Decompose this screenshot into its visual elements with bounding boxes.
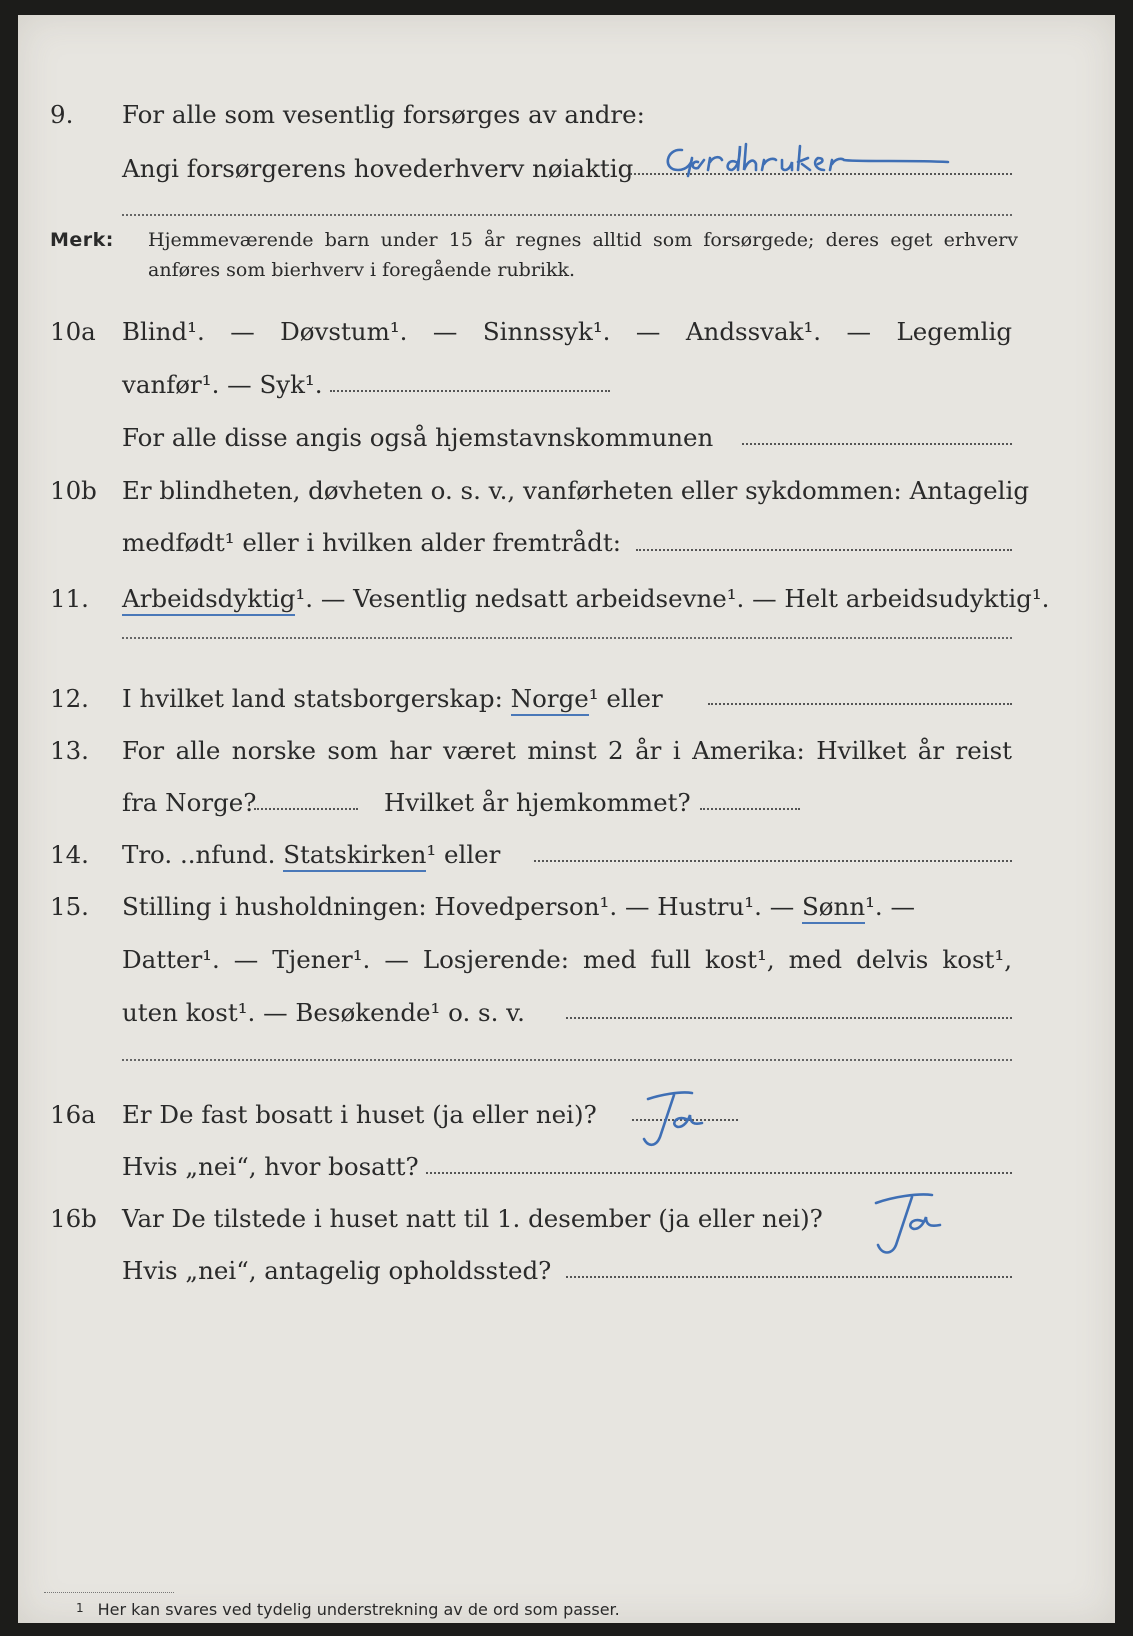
- q16a-handwritten-answer: [630, 1085, 730, 1155]
- q11-underlined-answer: Arbeidsdyktig: [122, 584, 295, 616]
- q16b-opholdssted-line: [566, 1276, 1012, 1278]
- q11-blank-line: [122, 637, 1012, 639]
- q16b-question-line2: Hvis „nei“, antagelig opholdssted?: [122, 1256, 552, 1285]
- q10b-answer-line: [636, 549, 1012, 551]
- q10a-row3: [18, 418, 1115, 458]
- q16a-number: 16a: [50, 1100, 96, 1129]
- q12-number: 12.: [50, 684, 89, 713]
- q12-question: [122, 679, 663, 719]
- q14-underlined-answer: Statskirken: [283, 840, 426, 872]
- q13-hjemkommet-label: Hvilket år hjemkommet?: [384, 788, 691, 817]
- q11-number: 11.: [50, 584, 89, 613]
- q16b-row2: [18, 1251, 1115, 1291]
- q14-question: [122, 835, 500, 875]
- q9-number: 9.: [50, 100, 74, 129]
- q16a-row1: [18, 1095, 1115, 1135]
- q13-number: 13.: [50, 736, 89, 765]
- q16a-bosatt-line: [426, 1172, 1012, 1174]
- q13-reist-label: fra Norge?: [122, 788, 257, 817]
- q11-row: [18, 579, 1115, 619]
- q13-row2: [18, 783, 1115, 823]
- q10a-question-line3: For alle disse angis også hjemstavnskommunen: [122, 423, 714, 452]
- q15-row2: [18, 940, 1115, 980]
- q16a-question-line2: Hvis „nei“, hvor bosatt?: [122, 1152, 419, 1181]
- q15-row1: [18, 887, 1115, 927]
- q15-question-line2: Datter¹. — Tjener¹. — Losjerende: med full kost¹, med delvis kost¹,: [122, 945, 1012, 974]
- q12-answer-line: [708, 703, 1012, 705]
- q16b-number: 16b: [50, 1204, 97, 1233]
- footnote-mark: 1: [76, 1601, 84, 1615]
- q11-question-rest: ¹. — Vesentlig nedsatt arbeidsevne¹. — Helt arbeidsudyktig¹.: [295, 584, 1050, 613]
- q14-number: 14.: [50, 840, 89, 869]
- q15-number: 15.: [50, 892, 89, 921]
- q15-row3: [18, 993, 1115, 1033]
- q12-underlined-answer: Norge: [511, 684, 589, 716]
- footnote: [76, 1600, 620, 1619]
- q16b-question: Var De tilstede i huset natt til 1. desember (ja eller nei)?: [122, 1204, 823, 1233]
- q10b-number: 10b: [50, 476, 97, 505]
- q10b-row2: [18, 523, 1115, 563]
- q14-question-prefix: Tro. ..nfund.: [122, 840, 276, 869]
- q10b-question: Er blindheten, døvheten o. s. v., vanførheten eller sykdommen: Antagelig: [122, 476, 1030, 505]
- merk-label: Merk:: [50, 229, 114, 251]
- q12-question-suffix: ¹ eller: [588, 684, 663, 713]
- q16a-question: Er De fast bosatt i huset (ja eller nei)?: [122, 1100, 597, 1129]
- q13-reist-line: [254, 808, 358, 810]
- q10a-row2: [18, 365, 1115, 405]
- q14-row: [18, 835, 1115, 875]
- q13-hjemkommet-line: [700, 808, 800, 810]
- q16a-row2: [18, 1147, 1115, 1187]
- q10b-question-line2: medfødt¹ eller i hvilken alder fremtrådt:: [122, 528, 621, 557]
- q9-blank-line: [122, 214, 1012, 216]
- q11-question: [122, 579, 1049, 619]
- q15-answer-line: [566, 1017, 1012, 1019]
- q15-question: [122, 887, 915, 927]
- q9-question: For alle som vesentlig forsørges av andre:: [122, 100, 645, 129]
- q12-question-prefix: I hvilket land statsborgerskap:: [122, 684, 503, 713]
- q14-question-suffix: ¹ eller: [426, 840, 501, 869]
- q15-underlined-answer: Sønn: [802, 892, 865, 924]
- q10a-hjemstavn-line: [742, 443, 1012, 445]
- q12-row: [18, 679, 1115, 719]
- q15-question-part1: Stilling i husholdningen: Hovedperson¹. — Hustru¹. —: [122, 892, 795, 921]
- q10a-row1: [18, 312, 1115, 352]
- q10a-question: Blind¹. — Døvstum¹. — Sinnssyk¹. — Andssvak¹. — Legemlig: [122, 317, 1012, 346]
- q15-question-line3: uten kost¹. — Besøkende¹ o. s. v.: [122, 998, 525, 1027]
- q15-blank-line: [122, 1059, 1012, 1061]
- q10a-number: 10a: [50, 317, 96, 346]
- q13-question: For alle norske som har været minst 2 år i Amerika: Hvilket år reist: [122, 736, 1012, 765]
- census-form-page: [18, 15, 1115, 1623]
- q9-row1: [18, 95, 1115, 135]
- q14-answer-line: [534, 860, 1012, 862]
- merk-text-line2: anføres som bierhverv i foregående rubrikk.: [148, 259, 576, 281]
- q10b-row1: [18, 471, 1115, 511]
- footnote-rule: [44, 1592, 174, 1593]
- q9-question-line2: Angi forsørgerens hovederhverv nøiaktig: [122, 154, 634, 183]
- q10a-syk-line: [330, 390, 610, 392]
- q10a-question-line2: vanfør¹. — Syk¹.: [122, 370, 323, 399]
- q13-row1: [18, 731, 1115, 771]
- q9-handwritten-answer: [658, 140, 958, 180]
- footnote-text: Her kan svares ved tydelig understrekning av de ord som passer.: [97, 1600, 620, 1619]
- merk-text-line1: Hjemmeværende barn under 15 år regnes alltid som forsørgede; deres eget erhverv: [148, 229, 1018, 251]
- q15-question-part2: ¹. —: [865, 892, 915, 921]
